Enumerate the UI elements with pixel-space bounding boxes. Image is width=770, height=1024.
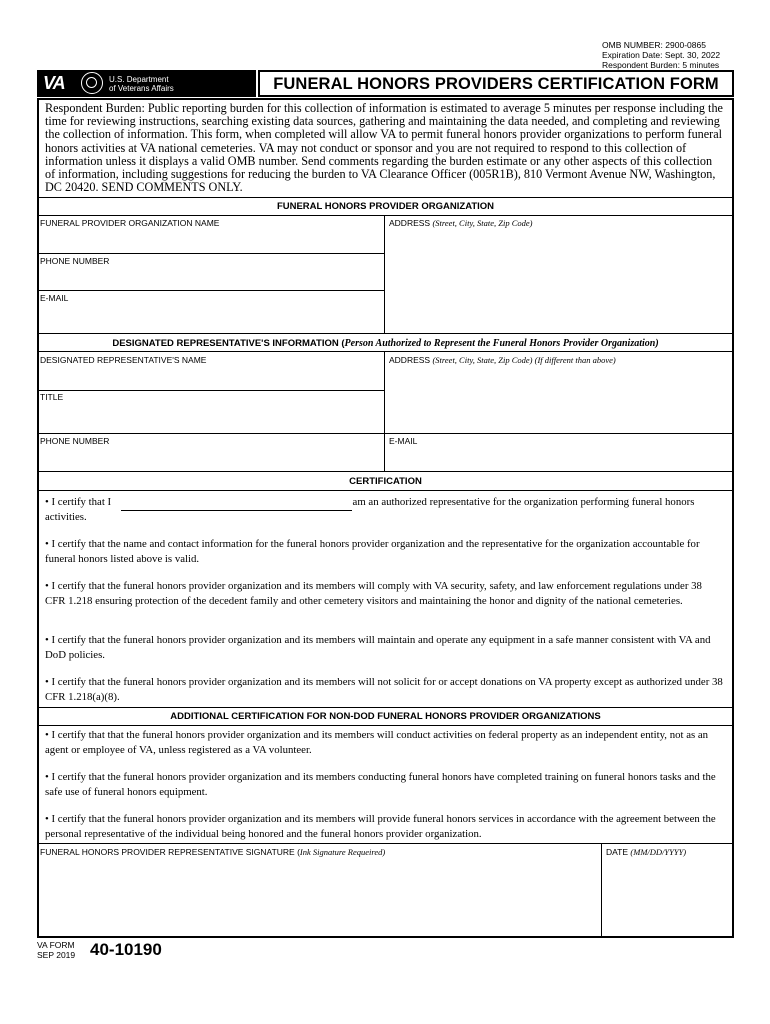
rep-heading-text: DESIGNATED REPRESENTATIVE'S INFORMATION ( <box>112 338 345 349</box>
omb-burden: Respondent Burden: 5 minutes <box>602 60 720 70</box>
divider <box>37 333 734 334</box>
respondent-burden-text: Respondent Burden: Public reporting burden for this collection of information is estimated to average 5 minutes per response including the time for reviewing instructions, searching existing data sources, gathering and maintaining the data needed, and completing and reviewing the collection of information. This form, when completed will allow VA to permit funeral honors provider organizations to perform funeral honors activities at VA national cemeteries. VA may not conduct or sponsor and you are not required to respond to this collection of information unless it displays a valid OMB number. Send comments regarding the burden estimate or any other aspects of this collection of information, including suggestions for reducing the burden to VA Clearance Officer (005R1B), 810 Vermont Avenue NW, Washington, DC 20420. SEND COMMENTS ONLY. <box>45 101 723 195</box>
omb-info <box>602 40 720 70</box>
divider <box>37 351 734 352</box>
signature-label <box>40 847 385 857</box>
rep-section-heading <box>37 338 734 349</box>
cert-item-1-pre: • I certify that I <box>45 496 112 508</box>
org-email-label: E-MAIL <box>40 293 69 303</box>
column-divider <box>384 351 385 471</box>
divider <box>37 707 734 708</box>
footer-date: SEP 2019 <box>37 950 76 960</box>
rep-title-field[interactable] <box>38 404 383 432</box>
date-hint: (MM/DD/YYYY) <box>630 847 687 857</box>
rep-name-field[interactable] <box>38 367 383 389</box>
org-phone-label: PHONE NUMBER <box>40 256 110 266</box>
certification-item-2: • I certify that the name and contact information for the funeral honors provider organization and the representative for the organization accountable for funeral honors listed above is valid. <box>45 538 700 565</box>
certifier-name-underline <box>121 510 352 511</box>
divider <box>37 433 734 434</box>
certifier-name-field[interactable] <box>121 495 352 510</box>
divider <box>37 390 385 391</box>
divider <box>37 253 385 254</box>
cert-item-1-post: am an authorized representative for the organization performing funeral honors <box>352 496 695 508</box>
va-logo-text: VA <box>43 73 65 93</box>
rep-title-label: TITLE <box>40 392 64 402</box>
org-address-hint: (Street, City, State, Zip Code) <box>432 218 533 228</box>
rep-phone-label: PHONE NUMBER <box>40 436 110 446</box>
org-address-label <box>389 218 533 228</box>
va-seal-inner <box>86 77 97 88</box>
additional-item-1: • I certify that that the funeral honors provider organization and its members will conduct activities on federal property as an independent entity, not as an agent or employee of VA, unless registered as a VA volunteer. <box>45 729 709 756</box>
signature-label-text: FUNERAL HONORS PROVIDER REPRESENTATIVE SIGNATURE ( <box>40 847 300 857</box>
divider <box>37 725 734 726</box>
divider <box>37 490 734 491</box>
department-name <box>109 75 174 93</box>
additional-item-3: • I certify that the funeral honors provider organization and its members will provide funeral honors services in accordance with the agreement between the personal representative of the individual being honored and the funeral honors provider organization. <box>45 813 716 840</box>
rep-address-label <box>389 355 616 365</box>
org-name-label: FUNERAL PROVIDER ORGANIZATION NAME <box>40 218 220 228</box>
rep-address-field[interactable] <box>386 367 732 433</box>
rep-heading-hint: Person Authorized to Represent the Funeral Honors Provider Organization) <box>344 338 659 349</box>
omb-number: OMB NUMBER: 2900-0865 <box>602 40 706 50</box>
divider <box>37 471 734 472</box>
divider <box>37 290 385 291</box>
divider <box>37 215 734 216</box>
signature-field[interactable] <box>38 860 600 936</box>
certification-item-3: • I certify that the funeral honors provider organization and its members will comply with VA security, safety, and law enforcement regulations under 38 CFR 1.218 ensuring protection of the decedent family and other cemetery visitors and maintaining the honor and dignity of the national cemeteries. <box>45 580 702 607</box>
org-phone-field[interactable] <box>38 268 383 290</box>
org-address-label-text: ADDRESS <box>389 218 433 228</box>
department-line-1: U.S. Department <box>109 75 169 84</box>
rep-phone-field[interactable] <box>38 448 383 470</box>
omb-expiration: Expiration Date: Sept. 30, 2022 <box>602 50 721 60</box>
date-field[interactable] <box>603 860 732 936</box>
certification-heading: CERTIFICATION <box>349 476 422 487</box>
rep-name-label: DESIGNATED REPRESENTATIVE'S NAME <box>40 355 207 365</box>
department-line-2: of Veterans Affairs <box>109 84 174 93</box>
date-label-text: DATE <box>606 847 631 857</box>
rep-address-hint: (Street, City, State, Zip Code) (If different than above) <box>432 355 616 365</box>
divider <box>37 197 734 198</box>
additional-item-2: • I certify that the funeral honors provider organization and its members conducting funeral honors have completed training on funeral honors tasks and the safe use of funeral honors equipment. <box>45 771 716 798</box>
certification-item-4: • I certify that the funeral honors provider organization and its members will maintain and operate any equipment in a safe manner consistent with VA and DoD policies. <box>45 634 711 661</box>
footer-va-form: VA FORM <box>37 940 75 950</box>
column-divider <box>384 215 385 333</box>
rep-email-label: E-MAIL <box>389 436 418 446</box>
org-address-field[interactable] <box>386 230 732 332</box>
form-title-box <box>258 70 734 97</box>
certification-item-5: • I certify that the funeral honors provider organization and its members will not solicit for or accept donations on VA property except as authorized under 38 CFR 1.218(a)(8). <box>45 676 723 703</box>
additional-heading: ADDITIONAL CERTIFICATION FOR NON-DOD FUNERAL HONORS PROVIDER ORGANIZATIONS <box>170 711 601 722</box>
rep-address-label-text: ADDRESS <box>389 355 433 365</box>
signature-hint: Ink Signature Requeired) <box>299 847 386 857</box>
divider <box>37 843 734 844</box>
footer-form-info <box>37 940 75 960</box>
va-seal-icon <box>81 72 103 94</box>
cert-item-1-cont: activities. <box>45 510 87 523</box>
form-title: FUNERAL HONORS PROVIDERS CERTIFICATION FORM <box>273 75 719 93</box>
org-email-field[interactable] <box>38 305 383 332</box>
org-section-heading: FUNERAL HONORS PROVIDER ORGANIZATION <box>276 201 495 212</box>
rep-email-field[interactable] <box>386 448 732 470</box>
org-name-field[interactable] <box>38 230 383 252</box>
column-divider <box>601 843 602 937</box>
date-label <box>606 847 686 857</box>
footer-form-number: 40-10190 <box>90 940 162 959</box>
va-logo <box>37 70 256 97</box>
